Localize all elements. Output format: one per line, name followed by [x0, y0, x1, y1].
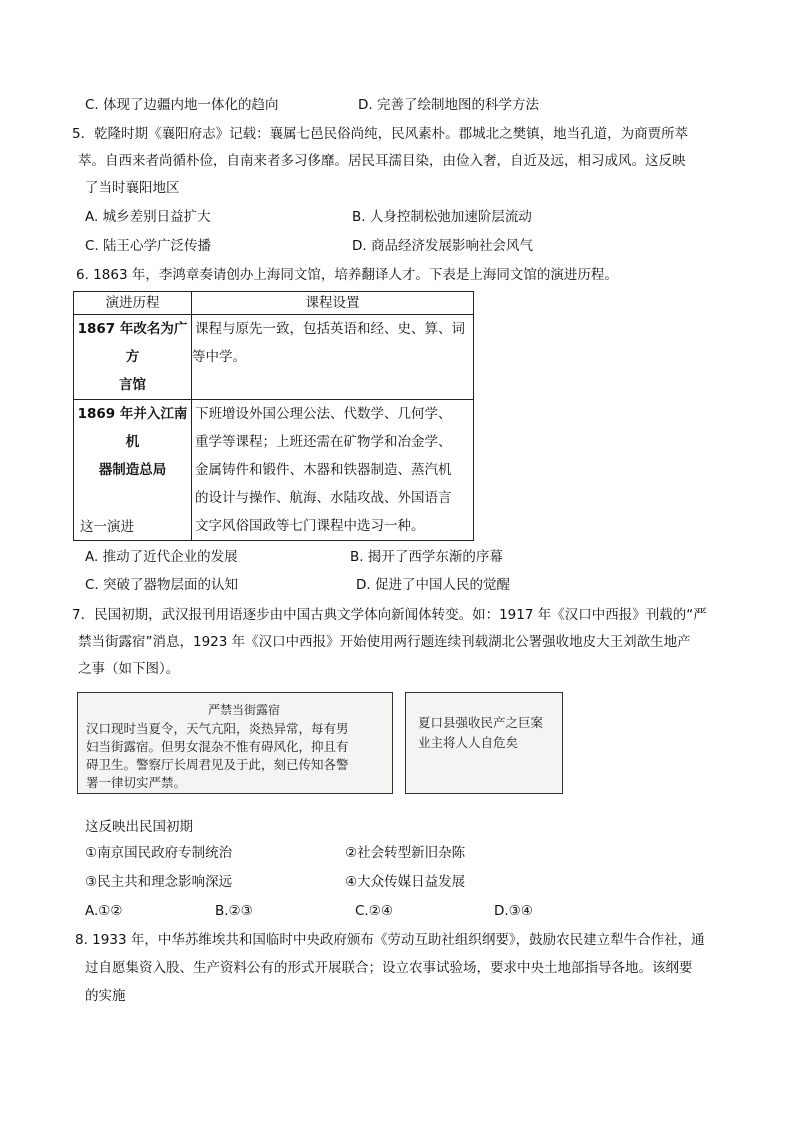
q5-option-d: D. 商品经济发展影响社会风气	[352, 238, 533, 254]
q8-stem-line-3: 的实施	[85, 988, 126, 1004]
q6-table	[73, 291, 474, 541]
clipping-1-line-3: 碍卫生。警察厅长周君见及于此，刻已传知各警	[86, 757, 349, 772]
clipping-1-line-4: 署一律切实严禁。	[86, 775, 187, 790]
table-cell-stage: 1867 年改名为广方 言馆	[74, 315, 192, 400]
clipping-2-line-2: 业主将人人自危矣	[418, 735, 519, 750]
q6-option-a: A. 推动了近代企业的发展	[85, 549, 238, 565]
q7-tail: 这反映出民国初期	[85, 819, 193, 835]
clipping-1-line-1: 汉口现时当夏令，天气亢阳，炎热异常，每有男	[86, 721, 349, 736]
q7-stem-line-1: 7．民国初期，武汉报刊用语逐步由中国古典文学体向新闻体转变。如：1917 年《汉口中西报》刊载的“严	[72, 607, 707, 623]
q6-option-d: D. 促进了中国人民的觉醒	[356, 577, 510, 593]
q6-stem: 6. 1863 年，李鸿章奏请创办上海同文馆，培养翻译人才。下表是上海同文馆的演进历程。	[76, 267, 618, 283]
q4-option-d: D. 完善了绘制地图的科学方法	[358, 97, 539, 113]
q7-option-b: B.②③	[215, 903, 253, 919]
table-row	[74, 315, 474, 400]
q7-item-4: ④大众传媒日益发展	[345, 874, 466, 890]
q6-tail: 这一演进	[80, 519, 134, 535]
q7-option-c: C.②④	[355, 903, 393, 919]
clipping-1-title: 严禁当街露宿	[208, 703, 281, 717]
q7-item-3: ③民主共和理念影响深远	[85, 874, 233, 890]
table-cell-course: 课程与原先一致，包括英语和经、史、算、词 等中学。	[192, 315, 474, 400]
table-cell-course: 下班增设外国公理公法、代数学、几何学、 重学等课程；上班还需在矿物学和冶金学、 金属铸件和锻件、木器和铁器制造、蒸汽机 的设计与操作、航海、水陆攻战、外国语言 文字风俗国政等七门课程中选习一种。	[192, 400, 474, 541]
q7-option-d: D.③④	[494, 903, 533, 919]
table-header-course: 课程设置	[192, 292, 474, 315]
q5-option-c: C. 陆王心学广泛传播	[85, 238, 212, 254]
table-cell-stage: 1869 年并入江南机 器制造总局	[74, 400, 192, 541]
q7-stem-line-3: 之事（如下图）。	[78, 661, 180, 677]
q4-option-c: C. 体现了边疆内地一体化的趋向	[85, 97, 279, 113]
q5-stem-line-1: 5．乾隆时期《襄阳府志》记载：襄属七邑民俗尚纯，民风素朴。郡城北之樊镇，地当孔道，为商贾所萃	[72, 126, 689, 142]
q7-option-a: A.①②	[85, 903, 123, 919]
q6-option-c: C. 突破了器物层面的认知	[85, 577, 239, 593]
q7-item-1: ①南京国民政府专制统治	[85, 845, 233, 861]
q7-stem-line-2: 禁当街露宿”消息，1923 年《汉口中西报》开始使用两行题连续刊载湖北公署强收地皮大王刘歆生地产	[78, 634, 691, 650]
clipping-2-line-1: 夏口县强收民产之巨案	[418, 715, 544, 730]
q6-option-b: B. 揭开了西学东渐的序幕	[350, 549, 503, 565]
q5-option-a: A. 城乡差别日益扩大	[85, 209, 211, 225]
clipping-1-line-2: 妇当街露宿。但男女混杂不惟有碍风化，抑且有	[86, 739, 349, 754]
newspaper-clipping-2	[405, 692, 563, 794]
q5-stem-line-3: 了当时襄阳地区	[85, 180, 180, 196]
q8-stem-line-2: 过自愿集资入股、生产资料公有的形式开展联合；设立农事试验场，要求中央土地部指导各地。该纲要	[85, 960, 693, 976]
q5-option-b: B. 人身控制松弛加速阶层流动	[352, 209, 532, 225]
q8-stem-line-1: 8. 1933 年，中华苏维埃共和国临时中央政府颁布《劳动互助社组织纲要》，鼓励农民建立犁牛合作社，通	[75, 932, 705, 948]
table-header-row	[74, 292, 474, 315]
q5-stem-line-2: 萃。自西来者尚循朴俭，自南来者多习侈靡。居民耳濡目染，由俭入奢，自近及远，相习成风。这反映	[78, 153, 686, 169]
table-header-stage: 演进历程	[74, 292, 192, 315]
q7-item-2: ②社会转型新旧杂陈	[345, 845, 466, 861]
newspaper-clipping-1	[77, 692, 393, 794]
